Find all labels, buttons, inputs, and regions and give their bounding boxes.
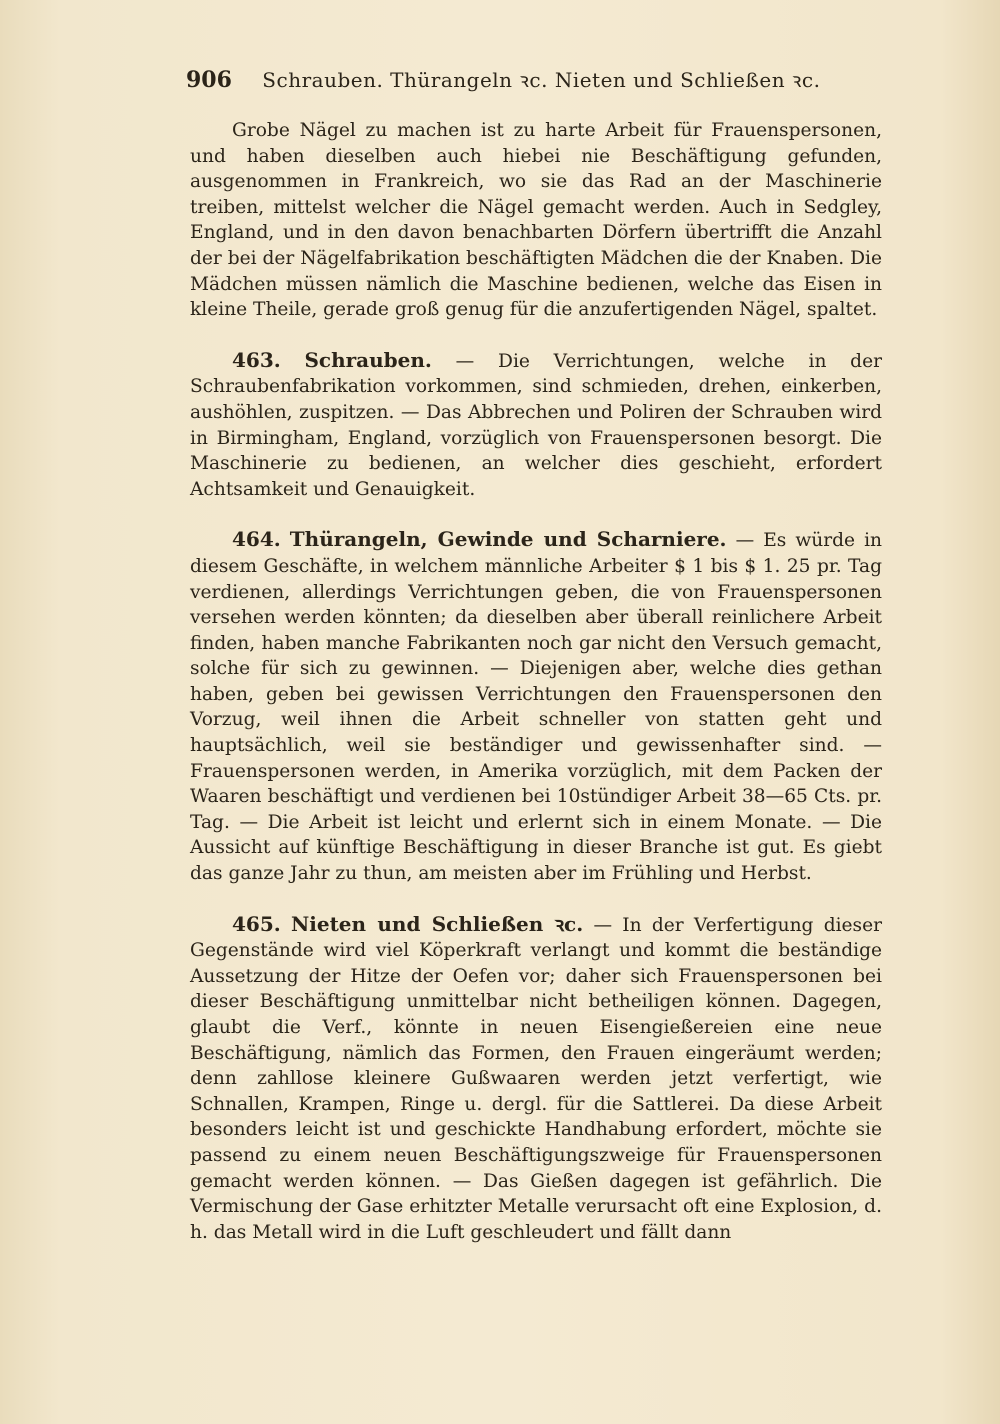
paragraph-body: Grobe Nägel zu machen ist zu harte Arbeit für Frauenspersonen, und haben dieselben auch hiebei nie Beschäftigung gefunden, ausgenommen in Frankreich, wo sie das Rad an der Maschinerie treiben, mittelst welcher die Nägel gemacht werden. Auch in Sedgley, England, und in den davon benachbarten Dörfern übertrifft die Anzahl der bei der Nägelfabrikation beschäftigten Mädchen die der Knaben. Die Mädchen müssen nämlich die Maschine bedienen, welche das Eisen in kleine Theile, gerade groß genug für die anzufertigenden Nägel, spaltet.	[190, 120, 882, 321]
body-text	[190, 118, 882, 1245]
page-number: 906	[186, 67, 232, 93]
section-heading: Nieten und Schließen ꝛc.	[290, 911, 584, 936]
paragraph-intro	[190, 118, 882, 323]
paragraph-464	[190, 527, 882, 886]
running-title: Schrauben. Thürangeln ꝛc. Nieten und Schließen ꝛc.	[262, 68, 821, 92]
section-number: 465.	[232, 911, 281, 936]
running-head	[186, 66, 906, 93]
paragraph-body: — Es würde in diesem Geschäfte, in welchem männliche Arbeiter $ 1 bis $ 1. 25 pr. Tag verdienen, allerdings Verrichtungen geben, die von Frauenspersonen versehen werden könnten; da dieselben aber überall reinlichere Arbeit finden, haben manche Fabrikanten noch gar nicht den Versuch gemacht, solche für sich zu gewinnen. — Diejenigen aber, welche dies gethan haben, geben bei gewissen Verrichtungen den Frauenspersonen den Vorzug, weil ihnen die Arbeit schneller von statten geht und hauptsächlich, weil sie beständiger und gewissenhafter sind. — Frauenspersonen werden, in Amerika vorzüglich, mit dem Packen der Waaren beschäftigt und verdienen bei 10stündiger Arbeit 38—65 Cts. pr. Tag. — Die Arbeit ist leicht und erlernt sich in einem Monate. — Die Aussicht auf künftige Beschäftigung in dieser Branche ist gut. Es giebt das ganze Jahr zu thun, am meisten aber im Frühling und Herbst.	[190, 530, 882, 885]
section-number: 463.	[232, 347, 281, 372]
section-heading: Schrauben.	[304, 347, 432, 372]
paragraph-465	[190, 912, 882, 1246]
section-heading: Thürangeln, Gewinde und Scharniere.	[289, 527, 727, 552]
paragraph-463	[190, 348, 882, 503]
paragraph-body: — In der Verfertigung dieser Gegenstände wird viel Köperkraft verlangt und kommt die beständige Aussetzung der Hitze der Oefen vor; daher sich Frauenspersonen bei dieser Beschäftigung unmittelbar nicht betheiligen können. Dagegen, glaubt die Verf., könnte in neuen Eisengießereien eine neue Beschäftigung, nämlich das Formen, den Frauen eingeräumt werden; denn zahllose kleinere Gußwaaren werden jetzt verfertigt, wie Schnallen, Krampen, Ringe u. dergl. für die Sattlerei. Da diese Arbeit besonders leicht ist und geschickte Handhabung erfordert, möchte sie passend zu einem neuen Beschäftigungszweige für Frauenspersonen gemacht werden können. — Das Gießen dagegen ist gefährlich. Die Vermischung der Gase erhitzter Metalle verursacht oft eine Explosion, d. h. das Metall wird in die Luft geschleudert und fällt dann	[190, 914, 882, 1243]
paragraph-body: — Die Verrichtungen, welche in der Schraubenfabrikation vorkommen, sind schmieden, drehen, einkerben, aushöhlen, zuspitzen. — Das Abbrechen und Poliren der Schrauben wird in Birmingham, England, vorzüglich von Frauenspersonen besorgt. Die Maschinerie zu bedienen, an welcher dies geschieht, erfordert Achtsamkeit und Genauigkeit.	[190, 350, 882, 500]
section-number: 464.	[232, 527, 281, 552]
